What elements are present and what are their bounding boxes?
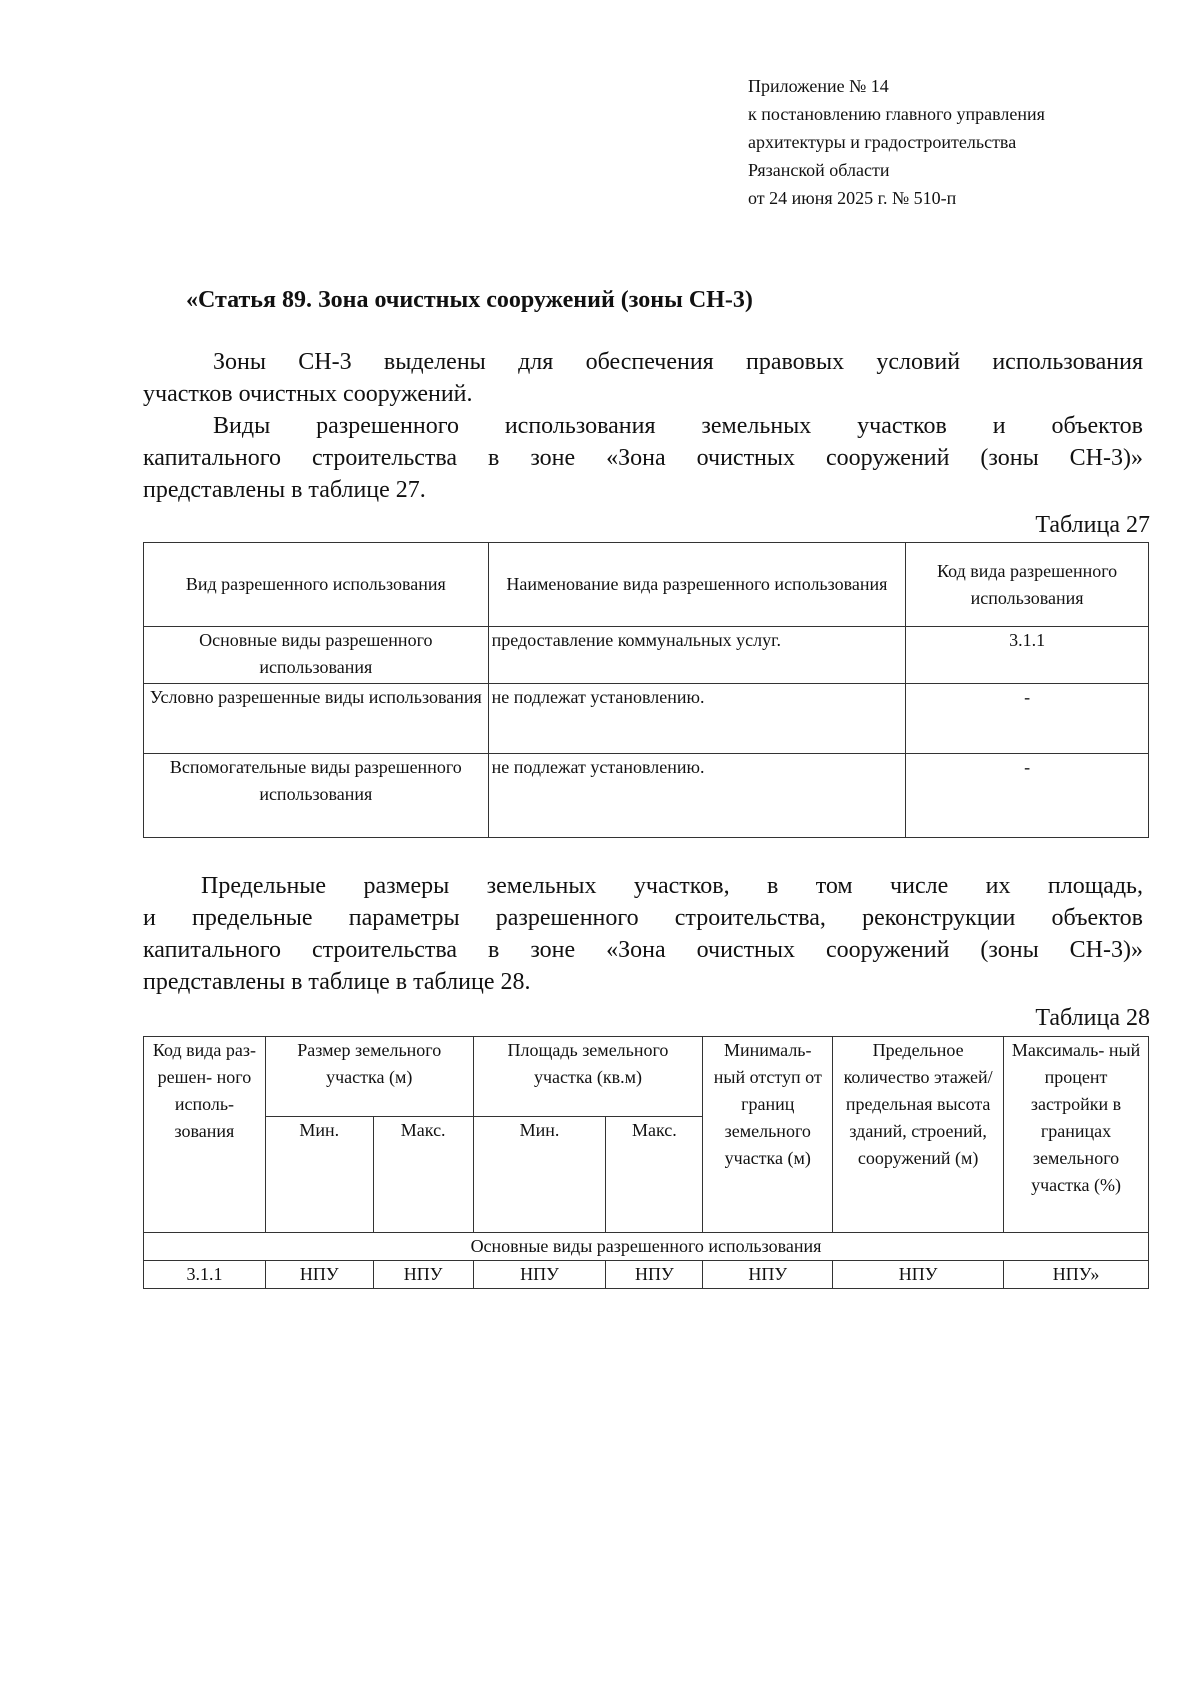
table-header-row — [144, 543, 1149, 627]
paragraph-line: Предельные размеры земельных участков, в том числе их площадь, — [201, 873, 1143, 899]
use-code-cell: - — [906, 754, 1149, 838]
data-cell: НПУ — [473, 1261, 606, 1289]
table-27 — [143, 542, 1149, 838]
paragraph-line: капитального строительства в зоне «Зона очистных сооружений (зоны СН-3)» — [143, 937, 1143, 963]
header-cell-plot-area: Площадь земельного участка (кв.м) — [473, 1037, 703, 1117]
header-cell-max: Макс. — [373, 1117, 473, 1233]
approval-line: от 24 июня 2025 г. № 510-п — [748, 188, 957, 208]
table-28-label: Таблица 28 — [1035, 1005, 1150, 1031]
use-type-cell: Вспомогательные виды разрешенного использования — [144, 754, 489, 838]
approval-line: архитектуры и градостроительства — [748, 132, 1017, 152]
data-cell: НПУ — [606, 1261, 703, 1289]
header-cell-min: Мин. — [265, 1117, 373, 1233]
paragraph-line: представлены в таблице 27. — [143, 477, 426, 503]
table-row — [144, 627, 1149, 684]
approval-line: Приложение № 14 — [748, 76, 889, 96]
paragraph-purpose — [143, 346, 1143, 410]
paragraph-line: и предельные параметры разрешенного строительства, реконструкции объектов — [143, 905, 1143, 931]
approval-line: Рязанской области — [748, 160, 890, 180]
header-cell: Вид разрешенного использования — [144, 543, 489, 627]
header-cell-plot-size: Размер земельного участка (м) — [265, 1037, 473, 1117]
paragraph-line: Зоны СН-3 выделены для обеспечения правовых условий использования — [213, 349, 1143, 375]
use-code-cell: - — [906, 684, 1149, 754]
table-header-row — [144, 1037, 1149, 1117]
table-28 — [143, 1036, 1149, 1289]
table-row — [144, 684, 1149, 754]
header-cell-min-setback: Минималь- ный отступ от границ земельного участка (м) — [703, 1037, 833, 1233]
data-cell: НПУ — [703, 1261, 833, 1289]
header-cell-max-floors: Предельное количество этажей/ предельная высота зданий, строений, сооружений (м) — [833, 1037, 1004, 1233]
approval-line: к постановлению главного управления — [748, 104, 1045, 124]
paragraph-line: представлены в таблице в таблице 28. — [143, 969, 531, 995]
data-cell: НПУ» — [1004, 1261, 1149, 1289]
table-section-row — [144, 1233, 1149, 1261]
paragraph-line: Виды разрешенного использования земельных участков и объектов — [213, 413, 1143, 439]
data-cell: НПУ — [265, 1261, 373, 1289]
header-cell-min: Мин. — [473, 1117, 606, 1233]
use-type-cell: Условно разрешенные виды использования — [144, 684, 489, 754]
header-cell-code: Код вида раз- решен- ного исполь- зования — [144, 1037, 266, 1233]
article-title: «Статья 89. Зона очистных сооружений (зоны СН-3) — [186, 287, 753, 313]
header-cell: Код вида разрешенного использования — [906, 543, 1149, 627]
use-name-cell: не подлежат установлению. — [488, 684, 906, 754]
header-cell-max: Макс. — [606, 1117, 703, 1233]
approval-block — [748, 72, 1168, 212]
paragraph-line: капитального строительства в зоне «Зона очистных сооружений (зоны СН-3)» — [143, 445, 1143, 471]
section-cell: Основные виды разрешенного использования — [144, 1233, 1149, 1261]
use-code-cell: 3.1.1 — [906, 627, 1149, 684]
table-row — [144, 754, 1149, 838]
table-27-label: Таблица 27 — [1035, 512, 1150, 538]
use-type-cell: Основные виды разрешенного использования — [144, 627, 489, 684]
paragraph-line: участков очистных сооружений. — [143, 381, 473, 407]
data-cell: НПУ — [373, 1261, 473, 1289]
data-cell: 3.1.1 — [144, 1261, 266, 1289]
data-cell: НПУ — [833, 1261, 1004, 1289]
use-name-cell: не подлежат установлению. — [488, 754, 906, 838]
paragraph-limits — [143, 870, 1143, 998]
header-cell: Наименование вида разрешенного использования — [488, 543, 906, 627]
use-name-cell: предоставление коммунальных услуг. — [488, 627, 906, 684]
header-cell-max-percent: Максималь- ный процент застройки в границах земельного участка (%) — [1004, 1037, 1149, 1233]
paragraph-uses — [143, 410, 1143, 506]
table-row — [144, 1261, 1149, 1289]
